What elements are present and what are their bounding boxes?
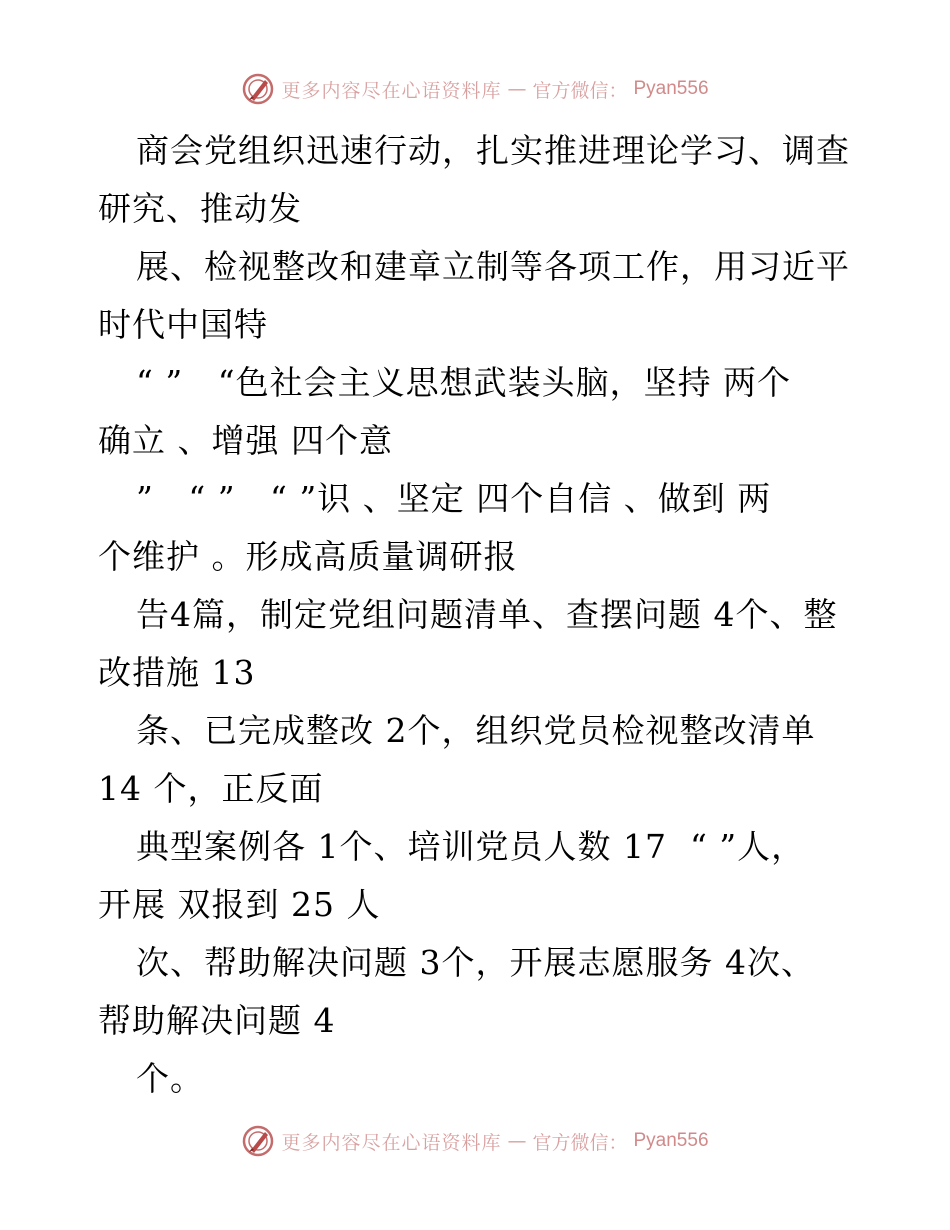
- watermark-wechat-id: Pyan556: [633, 1130, 709, 1151]
- text-line: 开展 双报到 25 人: [98, 885, 381, 924]
- text-line: “ ” “色社会主义思想武装头脑，坚持 两个: [136, 363, 792, 402]
- watermark-separator: —: [507, 1130, 527, 1152]
- text-line: 典型案例各 1个、培训党员人数 17 “ ”人，: [136, 827, 806, 866]
- text-line: 条、已完成整改 2个，组织党员检视整改清单: [136, 711, 816, 750]
- text-line: 个。: [136, 1059, 204, 1098]
- text-line: 个维护 。形成高质量调研报: [98, 537, 518, 576]
- watermark-header: [0, 72, 950, 106]
- text-line: ” “ ” “ ”识 、坚定 四个自信 、做到 两: [136, 479, 772, 518]
- fountain-pen-logo-icon: [241, 1124, 275, 1158]
- text-line: 展、检视整改和建章立制等各项工作，用习近平: [136, 247, 850, 286]
- text-line: 商会党组织迅速行动，扎实推进理论学习、调查: [136, 131, 850, 170]
- watermark-wechat-id: Pyan556: [633, 78, 709, 99]
- text-line: 告4篇，制定党组问题清单、查摆问题 4个、整: [136, 595, 838, 634]
- text-line: 帮助解决问题 4: [98, 1001, 336, 1040]
- watermark-label: 官方微信：: [532, 79, 628, 102]
- watermark-separator: —: [507, 78, 527, 100]
- text-line: 研究、推动发: [98, 189, 302, 228]
- text-line: 确立 、增强 四个意: [98, 421, 393, 460]
- text-line: 改措施 13: [98, 653, 256, 692]
- text-line: 次、帮助解决问题 3个，开展志愿服务 4次、: [136, 943, 815, 982]
- document-body: [98, 122, 868, 1108]
- text-line: 14 个，正反面: [98, 769, 324, 808]
- watermark-text: 更多内容尽在心语资料库: [281, 79, 502, 102]
- watermark-footer: [0, 1124, 950, 1158]
- watermark-text: 更多内容尽在心语资料库: [281, 1131, 502, 1154]
- text-line: 时代中国特: [98, 305, 268, 344]
- fountain-pen-logo-icon: [241, 72, 275, 106]
- watermark-label: 官方微信：: [532, 1131, 628, 1154]
